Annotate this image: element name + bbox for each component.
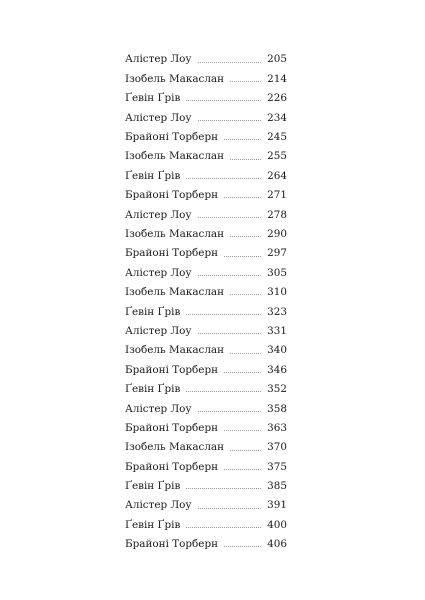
dot-leader xyxy=(198,274,262,276)
toc-entry xyxy=(125,186,287,205)
toc-entry xyxy=(125,283,287,302)
toc-entry-page-number: 226 xyxy=(267,92,287,105)
toc-entry-page-number: 271 xyxy=(267,189,287,202)
dot-leader xyxy=(186,526,261,528)
toc-entry-name: Брайоні Торберн xyxy=(125,131,219,144)
toc-entry xyxy=(125,496,287,515)
toc-entry-page-number: 310 xyxy=(267,286,287,299)
toc-entry xyxy=(125,244,287,263)
toc-entry-name: Брайоні Торберн xyxy=(125,363,219,376)
dot-leader xyxy=(186,99,261,101)
toc-entry xyxy=(125,380,287,399)
toc-entry-page-number: 358 xyxy=(267,402,287,415)
dot-leader xyxy=(230,352,261,354)
toc-entry-name: Ізобель Макаслан xyxy=(125,228,225,240)
dot-leader xyxy=(198,410,262,412)
toc-entry-name: Алістер Лоу xyxy=(125,402,192,415)
toc-entry-page-number: 278 xyxy=(267,208,287,221)
toc-entry xyxy=(125,302,287,321)
toc-entry xyxy=(125,166,287,185)
toc-entry-page-number: 305 xyxy=(267,266,287,279)
toc-entry-page-number: 331 xyxy=(267,324,287,337)
toc-entry-name: Алістер Лоу xyxy=(125,324,192,337)
toc-entry-page-number: 391 xyxy=(267,499,287,512)
dot-leader xyxy=(224,138,261,140)
toc-entry-page-number: 234 xyxy=(267,111,287,124)
dot-leader xyxy=(198,216,262,218)
toc-entry xyxy=(125,205,287,224)
toc-entry-name: Ґевін Ґрів xyxy=(125,480,181,493)
toc-entry-page-number: 400 xyxy=(267,518,287,531)
dot-leader xyxy=(224,429,261,431)
dot-leader xyxy=(224,545,261,547)
toc-entry-name: Брайоні Торберн xyxy=(125,538,219,551)
dot-leader xyxy=(224,196,261,198)
dot-leader xyxy=(198,61,262,63)
dot-leader xyxy=(186,313,261,315)
toc-entry-name: Ґевін Ґрів xyxy=(125,305,181,318)
toc-entry-name: Алістер Лоу xyxy=(125,111,192,124)
dot-leader xyxy=(198,332,262,334)
toc-entry-name: Ґевін Ґрів xyxy=(125,92,181,105)
toc-entry-name: Ізобель Макаслан xyxy=(125,72,225,85)
table-of-contents xyxy=(125,50,287,554)
toc-entry-page-number: 370 xyxy=(267,441,287,454)
toc-entry-page-number: 264 xyxy=(267,169,287,182)
dot-leader xyxy=(224,468,261,470)
toc-entry xyxy=(125,360,287,379)
dot-leader xyxy=(186,487,261,489)
toc-entry xyxy=(125,128,287,147)
toc-entry-name: Алістер Лоу xyxy=(125,499,192,512)
toc-entry-name: Ізобель Макаслан xyxy=(125,344,225,357)
toc-entry-name: Ізобель Макаслан xyxy=(125,150,225,163)
toc-entry-name: Алістер Лоу xyxy=(125,53,192,66)
dot-leader xyxy=(230,158,261,160)
dot-leader xyxy=(186,177,261,179)
toc-entry xyxy=(125,108,287,127)
toc-entry-name: Ґевін Ґрів xyxy=(125,169,181,182)
toc-entry-page-number: 363 xyxy=(267,421,287,434)
toc-entry xyxy=(125,147,287,166)
toc-entry xyxy=(125,321,287,340)
toc-entry-name: Брайоні Торберн xyxy=(125,247,219,260)
dot-leader xyxy=(198,507,262,509)
toc-entry xyxy=(125,225,287,244)
toc-entry-page-number: 214 xyxy=(267,72,287,85)
toc-entry xyxy=(125,89,287,108)
toc-entry-page-number: 290 xyxy=(267,228,287,240)
toc-entry-name: Ґевін Ґрів xyxy=(125,518,181,531)
dot-leader xyxy=(230,80,261,82)
toc-entry-page-number: 375 xyxy=(267,460,287,473)
dot-leader xyxy=(230,449,261,451)
toc-entry xyxy=(125,418,287,437)
toc-entry xyxy=(125,69,287,88)
toc-entry xyxy=(125,341,287,360)
toc-entry-name: Брайоні Торберн xyxy=(125,460,219,473)
toc-entry-name: Ізобель Макаслан xyxy=(125,441,225,454)
toc-entry-page-number: 385 xyxy=(267,480,287,493)
dot-leader xyxy=(198,119,262,121)
toc-entry-name: Брайоні Торберн xyxy=(125,189,219,202)
dot-leader xyxy=(230,293,261,295)
toc-entry-page-number: 255 xyxy=(267,150,287,163)
toc-entry-page-number: 406 xyxy=(267,538,287,551)
dot-leader xyxy=(224,255,261,257)
dot-leader xyxy=(186,390,261,392)
toc-entry xyxy=(125,535,287,554)
toc-entry-name: Алістер Лоу xyxy=(125,208,192,221)
toc-entry-name: Брайоні Торберн xyxy=(125,421,219,434)
toc-entry xyxy=(125,438,287,457)
toc-entry xyxy=(125,399,287,418)
toc-entry-page-number: 245 xyxy=(267,131,287,144)
toc-entry-name: Алістер Лоу xyxy=(125,266,192,279)
toc-entry-page-number: 297 xyxy=(267,247,287,260)
toc-entry-page-number: 352 xyxy=(267,383,287,396)
toc-entry xyxy=(125,263,287,282)
dot-leader xyxy=(230,235,261,237)
dot-leader xyxy=(224,371,261,373)
toc-entry-page-number: 205 xyxy=(267,53,287,66)
toc-entry xyxy=(125,50,287,69)
toc-entry xyxy=(125,457,287,476)
toc-entry-name: Ізобель Макаслан xyxy=(125,286,225,299)
toc-entry-name: Ґевін Ґрів xyxy=(125,383,181,396)
toc-entry xyxy=(125,515,287,534)
toc-entry-page-number: 346 xyxy=(267,363,287,376)
toc-entry xyxy=(125,477,287,496)
toc-entry-page-number: 340 xyxy=(267,344,287,357)
toc-entry-page-number: 323 xyxy=(267,305,287,318)
